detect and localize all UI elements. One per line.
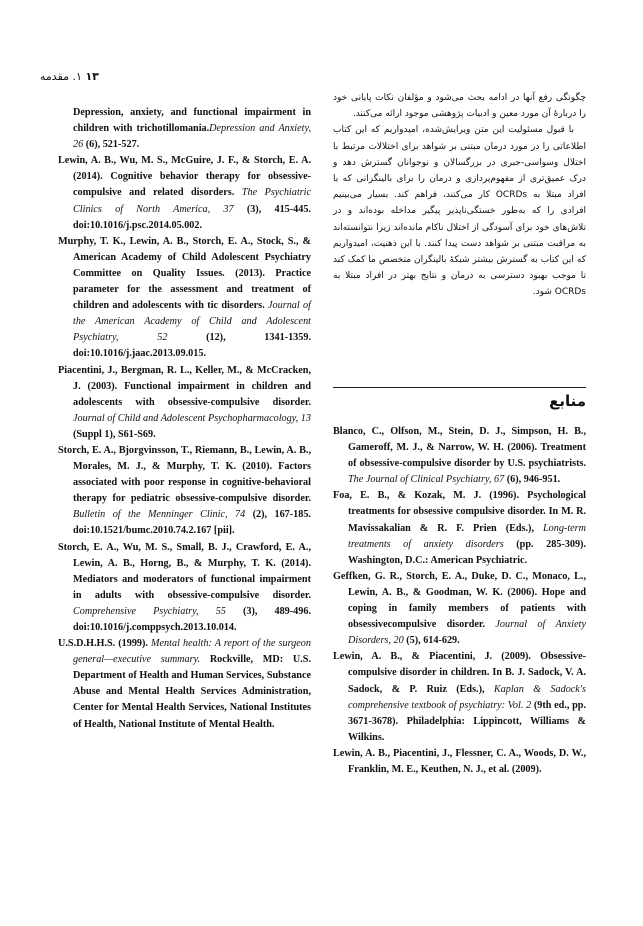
reference-source: Journal of the American Academy of Child and Adolescent Psychiatry, 52 bbox=[73, 300, 311, 344]
persian-paragraph-1: چگونگی رفع آنها در ادامه بحث می‌شود و مؤلفان نکات پایانی خود را دربارهٔ آن مورد معین و ادبیات پژوهشی موجود ارائه می‌کنند. bbox=[333, 93, 586, 120]
reference-authors-title: Storch, E. A., Wu, M. S., Small, B. J., Crawford, E. A., Lewin, A. B., Horng, B., & Murphy, T. K. (2014). Mediators and moderators of functional impairment in adults with obsessive-compulsive disorder. bbox=[58, 541, 311, 601]
section-divider bbox=[333, 387, 586, 388]
reference-details: (6), 521-527. bbox=[83, 139, 140, 151]
reference-source: The Journal of Clinical Psychiatry, 67 bbox=[348, 474, 505, 486]
reference-authors-title: Lewin, A. B., & Piacentini, J. (2009). Obsessive-compulsive disorder in children. In B. J. Sadock, V. A. Sadock, & P. Ruiz (Eds.), bbox=[333, 651, 586, 695]
reference-source: Long-term treatments of anxiety disorders bbox=[348, 522, 586, 550]
reference-authors-title: Murphy, T. K., Lewin, A. B., Storch, E. A., Stock, S., & American Academy of Child Adolescent Psychiatry Committee on Quality Issues. (2013). Practice parameter for the assessment and treatment of children and adolescents with tic disorders. bbox=[58, 235, 311, 312]
page-number: ۱۳ bbox=[85, 70, 99, 83]
reference-entry bbox=[333, 649, 586, 746]
reference-entry bbox=[58, 153, 311, 233]
reference-source: Comprehensive Psychiatry, 55 bbox=[73, 605, 226, 617]
reference-authors-title: U.S.D.H.H.S. (1999). bbox=[58, 638, 148, 650]
reference-source: Depression and Anxiety, 26 bbox=[73, 123, 311, 151]
reference-source: The Psychiatric Clinics of North America, 37 bbox=[73, 187, 311, 215]
reference-entry bbox=[58, 443, 311, 540]
reference-entry bbox=[58, 234, 311, 363]
reference-authors-title: Lewin, A. B., Piacentini, J., Flessner, C. A., Woods, D. W., Franklin, M. E., Keuthen, N. J., et al. (2009). bbox=[333, 747, 586, 775]
reference-authors-title: Depression, anxiety, and functional impairment in children with trichotillomania. bbox=[73, 107, 311, 135]
reference-details: (2), 167-185. doi:10.1521/bumc.2010.74.2.167 [pii]. bbox=[73, 509, 311, 537]
reference-entry bbox=[333, 569, 586, 649]
references-left-column bbox=[58, 105, 311, 733]
reference-details: (5), 614-629. bbox=[403, 635, 460, 647]
reference-authors-title: Piacentini, J., Bergman, R. L., Keller, M., & McCracken, J. (2003). Functional impairment in children and adolescents with obsessive-compulsive disorder. bbox=[58, 364, 311, 408]
reference-entry bbox=[58, 636, 311, 733]
reference-details: (12), 1341-1359. doi:10.1016/j.jaac.2013.09.015. bbox=[73, 332, 311, 360]
reference-entry bbox=[58, 363, 311, 443]
reference-details: (pp. 285-309). Washington, D.C.: American Psychiatric. bbox=[348, 538, 586, 566]
references-heading: منابع bbox=[549, 392, 586, 410]
reference-source: Mental health: A report of the surgeon general—executive summary. bbox=[73, 638, 311, 666]
reference-entry bbox=[333, 746, 586, 778]
reference-details: Rockville, MD: U.S. Department of Health and Human Services, Substance Abuse and Mental Health Services Administration, Center for Mental Health Services, National Institutes of Health, National Institute of Mental Health. bbox=[73, 654, 311, 730]
reference-source: Bulletin of the Menninger Clinic, 74 bbox=[73, 509, 246, 521]
persian-paragraph-2: با قبول مسئولیت این متن ویرایش‌شده، امیدواریم که این کتاب اطلاعاتی را در مورد درمان مبتنی بر شواهد برای اختلالات مرتبط با اختلال وسواسی-جبری در بزرگسالان و نوجوانان گسترش دهد و درک عمیق‌تری از مفهوم‌پردازی و درمان را برای بالینگرانی که با افراد مبتلا به OCRDs کار می‌کنند، فراهم کند. بسیار می‌بینیم افرادی را که به‌طور خستگی‌ناپذیر پیگیر مداخله بوده‌اند و در تلاش‌های خود برای آسودگی از اختلال ناکام مانده‌اند زیرا نتوانسته‌اند به مراقبت مبتنی بر شواهد دست پیدا کنند. با این ذهنیت، امیدواریم که این کتاب به گسترش بیشتر شبکهٔ بالینگران متخصص ما کمک کند تا موجب بهبود دسترسی به درمان و نتایج بهتر در افراد مبتلا به OCRDs شود. bbox=[333, 125, 586, 298]
persian-text bbox=[333, 90, 586, 301]
reference-source: Kaplan & Sadock's comprehensive textbook of psychiatry: Vol. 2 bbox=[348, 683, 586, 711]
reference-details: (9th ed., pp. 3671-3678). Philadelphia: Lippincott, Williams & Wilkins. bbox=[348, 699, 586, 743]
reference-details: (3), 489-496. doi:10.1016/j.comppsych.2013.10.014. bbox=[73, 605, 311, 633]
reference-entry bbox=[58, 105, 311, 153]
reference-authors-title: Storch, E. A., Bjorgvinsson, T., Riemann, B., Lewin, A. B., Morales, M. J., & Murphy, T. K. (2010). Factors associated with poor response in cognitive-behavioral therapy for pediatric obsessive-compulsive disorder. bbox=[58, 444, 311, 505]
reference-source: Journal of Child and Adolescent Psychopharmacology, 13 bbox=[73, 412, 311, 424]
reference-entry bbox=[333, 424, 586, 488]
references-right-column bbox=[333, 424, 586, 778]
reference-authors-title: Blanco, C., Olfson, M., Stein, D. J., Simpson, H. B., Gameroff, M. J., & Narrow, W. H. (2006). Treatment of obsessive-compulsive disorder by U.S. psychiatrists. bbox=[333, 426, 586, 470]
reference-details: (3), 415-445. doi:10.1016/j.psc.2014.05.002. bbox=[73, 203, 311, 231]
reference-entry bbox=[333, 488, 586, 568]
reference-authors-title: Foa, E. B., & Kozak, M. J. (1996). Psychological treatments for obsessive compulsive disorder. In M. R. Mavissakalian & R. F. Prien (Eds.), bbox=[333, 490, 586, 534]
reference-authors-title: Geffken, G. R., Storch, E. A., Duke, D. C., Monaco, L., Lewin, A. B., & Goodman, W. K. (2006). Hope and coping in family members of patients with obsessivecompulsive disorder. bbox=[333, 570, 586, 631]
reference-details: (6), 946-951. bbox=[504, 474, 561, 486]
running-header bbox=[40, 70, 130, 83]
chapter-title: ۱. مقدمه bbox=[40, 70, 82, 83]
reference-authors-title: Lewin, A. B., Wu, M. S., McGuire, J. F., & Storch, E. A. (2014). Cognitive behavior therapy for obsessive-compulsive and related disorders. bbox=[58, 155, 311, 199]
reference-entry bbox=[58, 540, 311, 637]
reference-source: Journal of Anxiety Disorders, 20 bbox=[348, 619, 586, 647]
reference-details: (Suppl 1), S61-S69. bbox=[73, 428, 156, 440]
